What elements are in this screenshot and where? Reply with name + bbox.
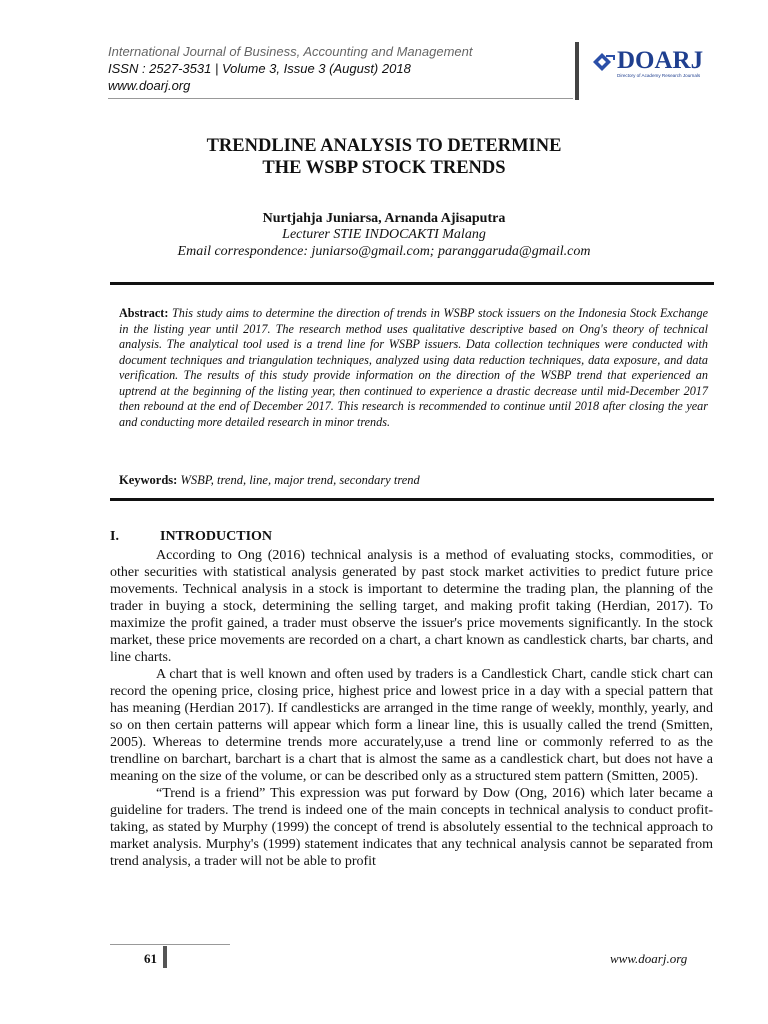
footer-divider — [110, 944, 230, 945]
journal-name: International Journal of Business, Accounting and Management — [108, 44, 473, 59]
body-paragraph: “Trend is a friend” This expression was put forward by Dow (Ong, 2016) which later became a guideline for traders. The trend is indeed one of the main concepts in technical analysis to conduct profit-taking, as stated by Murphy (1999) the concept of trend is absolutely essential to the technical approach to market analysis. Murphy's (1999) statement indicates that any technical analysis cannot be separated from trend analysis, a trader will not be able to profit — [110, 786, 713, 869]
paper-affiliation: Lecturer STIE INDOCAKTI Malang — [282, 227, 486, 242]
keywords-block — [119, 473, 420, 488]
journal-url[interactable]: www.doarj.org — [108, 78, 191, 93]
body-paragraph: A chart that is well known and often used by traders is a Candlestick Chart, candle stick chart can record the opening price, closing price, highest price and lowest price in a day with a special pattern that has meaning (Herdian 2017). If candlesticks are arranged in the time range of weekly, monthly, yearly, and so on then certain patterns will appear which form a linear line, this is usually called the trend (Smitten, 2005). Whereas to determine trends more accurately,use a trend line or commonly referred to as the trendline on barchart, barchart is a chart that is almost the same as a candlestick chart, but does not have a meaning on the size of the volume, or can be described only as a structured stem pattern (Smitten, 2005). — [110, 667, 713, 784]
header-divider — [108, 98, 573, 99]
section-title: INTRODUCTION — [160, 529, 273, 544]
footer-url[interactable]: www.doarj.org — [610, 951, 688, 966]
section-number: I. — [110, 529, 119, 544]
abstract-top-rule — [110, 282, 714, 285]
journal-issn: ISSN : 2527-3531 | Volume 3, Issue 3 (August) 2018 — [108, 61, 411, 76]
paper-title-line-1: TRENDLINE ANALYSIS TO DETERMINE — [206, 136, 562, 156]
abstract-label: Abstract: — [119, 306, 169, 320]
doarj-logo-word: DOARJ — [617, 47, 704, 74]
paper-email: Email correspondence: juniarso@gmail.com; paranggaruda@gmail.com — [177, 244, 591, 259]
doarj-logo-icon — [590, 50, 616, 74]
doarj-logo — [590, 48, 710, 82]
body-paragraph: According to Ong (2016) technical analysis is a method of evaluating stocks, commodities, or other securities with statistical analysis generated by past stock market activities to predict future price movements. Technical analysis in a stock is important to determine the trading plan, the planning of the trader in buying a stock, determining the selling target, and making profit taking (Herdian, 2017). To maximize the profit gained, a trader must observe the issuer's price movements significantly. In the stock market, these price movements are recorded on a chart, a chart known as candlestick charts, bar charts, and line charts. — [110, 548, 713, 665]
abstract-bottom-rule — [110, 498, 714, 501]
doarj-logo-subtext: Directory of Academy Research Journals — [617, 73, 701, 78]
abstract-block — [119, 306, 708, 430]
page-number: 61 — [144, 951, 157, 966]
section-body — [110, 547, 713, 870]
keywords-label: Keywords: — [119, 473, 178, 487]
paper-authors: Nurtjahja Juniarsa, Arnanda Ajisaputra — [262, 211, 506, 226]
paper-title-line-2: THE WSBP STOCK TRENDS — [262, 158, 506, 178]
header-vertical-bar — [575, 42, 579, 100]
abstract-text: This study aims to determine the direction of trends in WSBP stock issuers on the Indonesia Stock Exchange in the listing year until 2017. The research method uses qualitative descriptive based on Ong's theory of technical analysis. The analytical tool used is a trend line for WSBP issuers. Data collection techniques were conducted with document techniques and triangulation techniques, analyzed using data reduction techniques, data exposure, and data verification. The results of this study provide information on the direction of the WSBP trend that experienced an uptrend at the beginning of the listing year, then continued to experience a drastic decrease until mid-December 2017 then rebound at the end of December 2017. This research is recommended to continue until 2018 after closing the year and conducting more detailed research in minor trends. — [119, 306, 709, 429]
keywords-text: WSBP, trend, line, major trend, secondary trend — [180, 473, 420, 487]
footer-vertical-bar — [163, 946, 167, 968]
